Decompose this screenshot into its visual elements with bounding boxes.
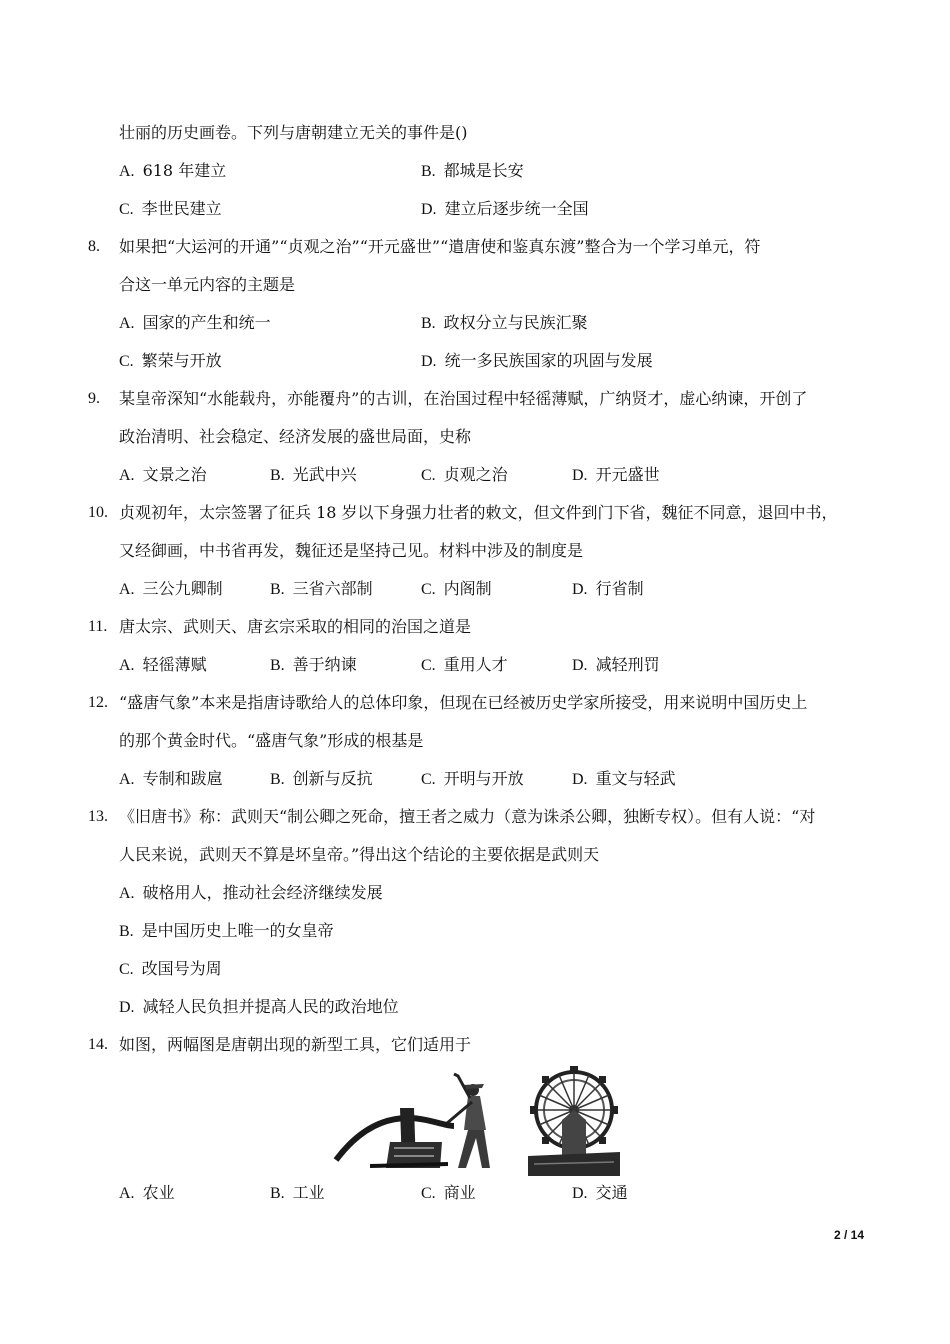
q8-option-a: A. 国家的产生和统一	[119, 313, 271, 332]
q12-number: 12.	[88, 694, 108, 711]
q9-number: 9.	[88, 390, 100, 407]
q12-option-a: A. 专制和跋扈	[119, 769, 223, 788]
q13-stem-line1: 《旧唐书》称：武则天“制公卿之死命，擅王者之威力（意为诛杀公卿，独断专权）。但有人说：“对	[119, 807, 816, 826]
q10-option-c: C. 内阁制	[421, 579, 492, 598]
q7-option-a: A. 618 年建立	[119, 161, 227, 180]
q12-stem-line2: 的那个黄金时代。“盛唐气象”形成的根基是	[119, 731, 424, 750]
q13-option-a: A. 破格用人，推动社会经济继续发展	[119, 883, 383, 902]
q9-option-d: D. 开元盛世	[572, 465, 660, 484]
q14-stem-line1: 如图，两幅图是唐朝出现的新型工具，它们适用于	[119, 1035, 472, 1054]
q12-option-b: B. 创新与反抗	[270, 769, 373, 788]
q14-option-a: A. 农业	[119, 1183, 175, 1202]
q10-option-b: B. 三省六部制	[270, 579, 373, 598]
q7-option-c: C. 李世民建立	[119, 199, 222, 218]
page-number: 2 / 14	[833, 1228, 864, 1242]
q9-option-c: C. 贞观之治	[421, 465, 508, 484]
q9-stem-line1: 某皇帝深知“水能载舟，亦能覆舟”的古训，在治国过程中轻徭薄赋，广纳贤才，虚心纳谏，开创了	[119, 389, 808, 408]
q13-option-c: C. 改国号为周	[119, 959, 222, 978]
q9-option-a: A. 文景之治	[119, 465, 207, 484]
q9-option-b: B. 光武中兴	[270, 465, 357, 484]
q7-option-b: B. 都城是长安	[421, 161, 524, 180]
q13-option-d: D. 减轻人民负担并提高人民的政治地位	[119, 997, 399, 1016]
q14-option-c: C. 商业	[421, 1183, 476, 1202]
q8-number: 8.	[88, 238, 100, 255]
q13-option-b: B. 是中国历史上唯一的女皇帝	[119, 921, 334, 940]
q11-option-a: A. 轻徭薄赋	[119, 655, 207, 674]
waterwheel-illustration	[528, 1064, 620, 1176]
q14-number: 14.	[88, 1036, 108, 1053]
q10-number: 10.	[88, 504, 108, 521]
q12-option-d: D. 重文与轻武	[572, 769, 676, 788]
q7-option-d: D. 建立后逐步统一全国	[421, 199, 589, 218]
q8-option-d: D. 统一多民族国家的巩固与发展	[421, 351, 653, 370]
q12-option-c: C. 开明与开放	[421, 769, 524, 788]
q8-stem-line1: 如果把“大运河的开通”“贞观之治”“开元盛世”“遣唐使和鉴真东渡”整合为一个学习单元，符	[119, 237, 761, 256]
q10-stem-line1: 贞观初年，太宗签署了征兵 18 岁以下身强力壮者的敕文，但文件到门下省，魏征不同意，退回中书，	[119, 503, 838, 522]
q11-stem-line1: 唐太宗、武则天、唐玄宗采取的相同的治国之道是	[119, 617, 472, 636]
q11-option-b: B. 善于纳谏	[270, 655, 357, 674]
q11-option-d: D. 减轻刑罚	[572, 655, 660, 674]
q10-option-a: A. 三公九卿制	[119, 579, 223, 598]
q9-stem-line2: 政治清明、社会稳定、经济发展的盛世局面，史称	[119, 427, 472, 446]
q7-stem-tail: 壮丽的历史画卷。下列与唐朝建立无关的事件是()	[119, 123, 468, 142]
q11-number: 11.	[88, 618, 108, 635]
q14-option-d: D. 交通	[572, 1183, 628, 1202]
q8-option-c: C. 繁荣与开放	[119, 351, 222, 370]
q12-stem-line1: “盛唐气象”本来是指唐诗歌给人的总体印象，但现在已经被历史学家所接受，用来说明中国历史上	[119, 693, 808, 712]
q8-option-b: B. 政权分立与民族汇聚	[421, 313, 588, 332]
q13-stem-line2: 人民来说，武则天不算是坏皇帝。”得出这个结论的主要依据是武则天	[119, 845, 600, 864]
q10-stem-line2: 又经御画，中书省再发，魏征还是坚持己见。材料中涉及的制度是	[119, 541, 584, 560]
q13-number: 13.	[88, 808, 108, 825]
plough-illustration	[330, 1068, 510, 1174]
q8-stem-line2: 合这一单元内容的主题是	[119, 275, 296, 294]
q14-option-b: B. 工业	[270, 1183, 325, 1202]
q11-option-c: C. 重用人才	[421, 655, 508, 674]
q10-option-d: D. 行省制	[572, 579, 644, 598]
